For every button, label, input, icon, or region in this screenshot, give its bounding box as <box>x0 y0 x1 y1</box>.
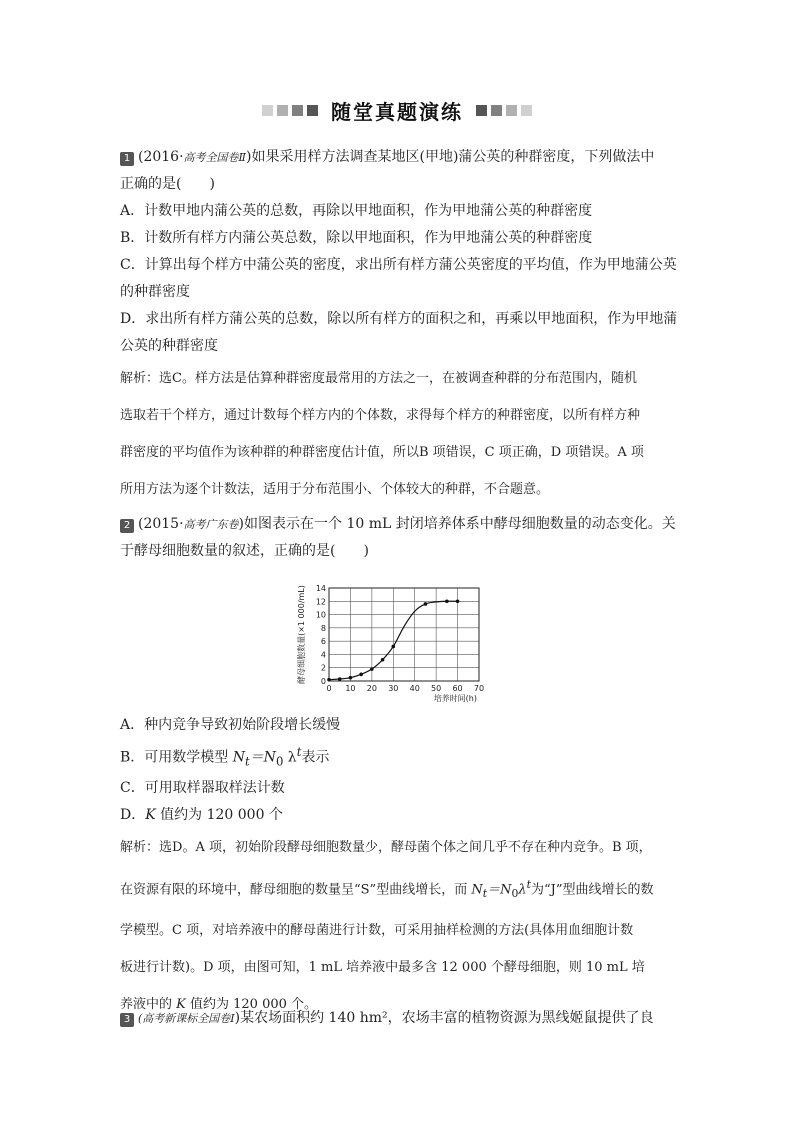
x-tick-label: 0 <box>326 684 332 693</box>
section-title: 随堂真题演练 <box>331 100 463 124</box>
header-deco-square <box>292 105 303 116</box>
header-deco-square <box>506 105 517 116</box>
header-deco-square <box>307 105 318 116</box>
data-point <box>359 673 363 677</box>
header-deco-square <box>277 105 288 116</box>
header-deco-square <box>491 105 502 116</box>
solution-label: 解析： <box>120 371 160 386</box>
question-3 <box>120 1005 676 1032</box>
yeast-growth-chart <box>295 576 495 712</box>
q1-option-c-line2: 的种群密度 <box>120 284 190 300</box>
y-tick-label: 4 <box>320 650 326 660</box>
data-point <box>424 602 428 606</box>
x-tick-label: 60 <box>452 684 463 693</box>
x-tick-label: 40 <box>409 684 420 693</box>
source-tag: 高考广东卷 <box>183 518 239 531</box>
data-point <box>445 599 449 603</box>
q2-option-b: B．可用数学模型 $N_t=N_0$ $\lambda^t$表示 <box>120 745 330 769</box>
header-deco-square <box>262 105 273 116</box>
x-tick-label: 30 <box>388 684 399 693</box>
x-tick-label: 10 <box>345 684 356 693</box>
q2-solution: 解析：选D。A 项，初始阶段酵母细胞数量少，酵母菌个体之间几乎不存在种内竞争。B 项， 在资源有限的环境中，酵母细胞的数量呈“S”型曲线增长，而 $N_t=N_0\lambda^t$为“J”型曲线增长的数 学模型。C 项，对培养液中的酵母菌进行计数，可采用抽样检测的方法(具体用血细胞计数 板进行计数)。D 项，由图可知，1 mL 培养液中最多含 12 000 个酵母细胞，则 10 mL 培 养液中的 K 值约为 120 000 个。 <box>120 840 654 1013</box>
q2-option-c: C．可用取样器取样法计数 <box>120 780 285 797</box>
q1-option-a: A．计数甲地内蒲公英的总数，再除以甲地面积，作为甲地蒲公英的种群密度 <box>120 203 593 219</box>
question-number-badge: 1 <box>120 152 134 166</box>
y-tick-label: 0 <box>320 677 326 686</box>
y-tick-label: 6 <box>320 637 326 647</box>
q2-option-a: A．种内竞争导致初始阶段增长缓慢 <box>120 717 341 733</box>
x-axis-label: 培养时间(h) <box>433 694 477 703</box>
data-point <box>349 676 353 680</box>
question-number-badge: 2 <box>120 519 134 533</box>
chart-svg <box>295 576 495 708</box>
source-tag: 高考全国卷Ⅱ <box>183 151 247 164</box>
q1-option-d-line2: 公英的种群密度 <box>120 338 218 354</box>
q3-stem-line1: 3 (高考新课标全国卷Ⅰ)某农场面积约 140 hm²，农场丰富的植物资源为黑线姬鼠提供了良 <box>120 1005 676 1032</box>
data-point <box>370 667 374 671</box>
source-tag: (高考新课标全国卷Ⅰ <box>138 1012 235 1025</box>
question-2 <box>120 511 676 565</box>
solution-label: 解析： <box>120 840 160 856</box>
y-tick-label: 10 <box>315 610 326 620</box>
y-tick-label: 12 <box>315 597 326 607</box>
y-tick-label: 2 <box>320 663 326 673</box>
y-axis-label: 酵母细胞数量(×1 000/mL) <box>297 585 306 684</box>
q1-stem-line2: 正确的是( ) <box>120 176 215 192</box>
x-tick-label: 20 <box>366 684 377 693</box>
question-1 <box>120 144 676 508</box>
data-point <box>381 658 385 662</box>
q1-option-c-line1: C．计算出每个样方中蒲公英的密度，求出所有样方蒲公英密度的平均值，作为甲地蒲公英 <box>120 257 677 273</box>
q1-option-d-line1: D．求出所有样方蒲公英的总数，除以所有样方的面积之和，再乘以甲地面积，作为甲地蒲 <box>120 311 678 327</box>
x-tick-label: 50 <box>431 684 442 693</box>
q2-stem-line2: 于酵母细胞数量的叙述，正确的是( ) <box>120 543 369 559</box>
q2-option-d: D．K 值约为 120 000 个 <box>120 807 283 824</box>
q1-solution: 解析：选C。样方法是估算种群密度最常用的方法之一，在被调查种群的分布范围内，随机 选取若干个样方，通过计数每个样方内的个体数，求得每个样方的种群密度，以所有样方种 群密度的平均值作为该种群的种群密度估计值，所以B 项错误，C 项正确，D 项错误。A 项 所用方法为逐个计数法，适用于分布范围小、个体较大的种群，不合题意。 <box>120 371 644 497</box>
data-point <box>456 599 460 603</box>
data-point <box>338 677 342 681</box>
data-point <box>391 645 395 649</box>
section-header <box>0 96 794 125</box>
q1-option-b: B．计数所有样方内蒲公英总数，除以甲地面积，作为甲地蒲公英的种群密度 <box>120 230 593 246</box>
y-tick-label: 8 <box>320 623 326 633</box>
question-2-options <box>120 712 676 1023</box>
y-tick-label: 14 <box>315 584 326 593</box>
q2-stem-line1: 2 (2015·高考广东卷)如图表示在一个 10 mL 封闭培养体系中酵母细胞数量的动态变化。关 <box>120 511 676 538</box>
data-point <box>327 678 331 682</box>
q1-stem-line1: 1 (2016·高考全国卷Ⅱ)如果采用样方法调查某地区(甲地)蒲公英的种群密度，下列做法中 <box>120 144 676 171</box>
header-deco-square <box>521 105 532 116</box>
question-number-badge: 3 <box>120 1013 134 1027</box>
x-tick-label: 70 <box>473 684 485 693</box>
header-deco-square <box>476 105 487 116</box>
